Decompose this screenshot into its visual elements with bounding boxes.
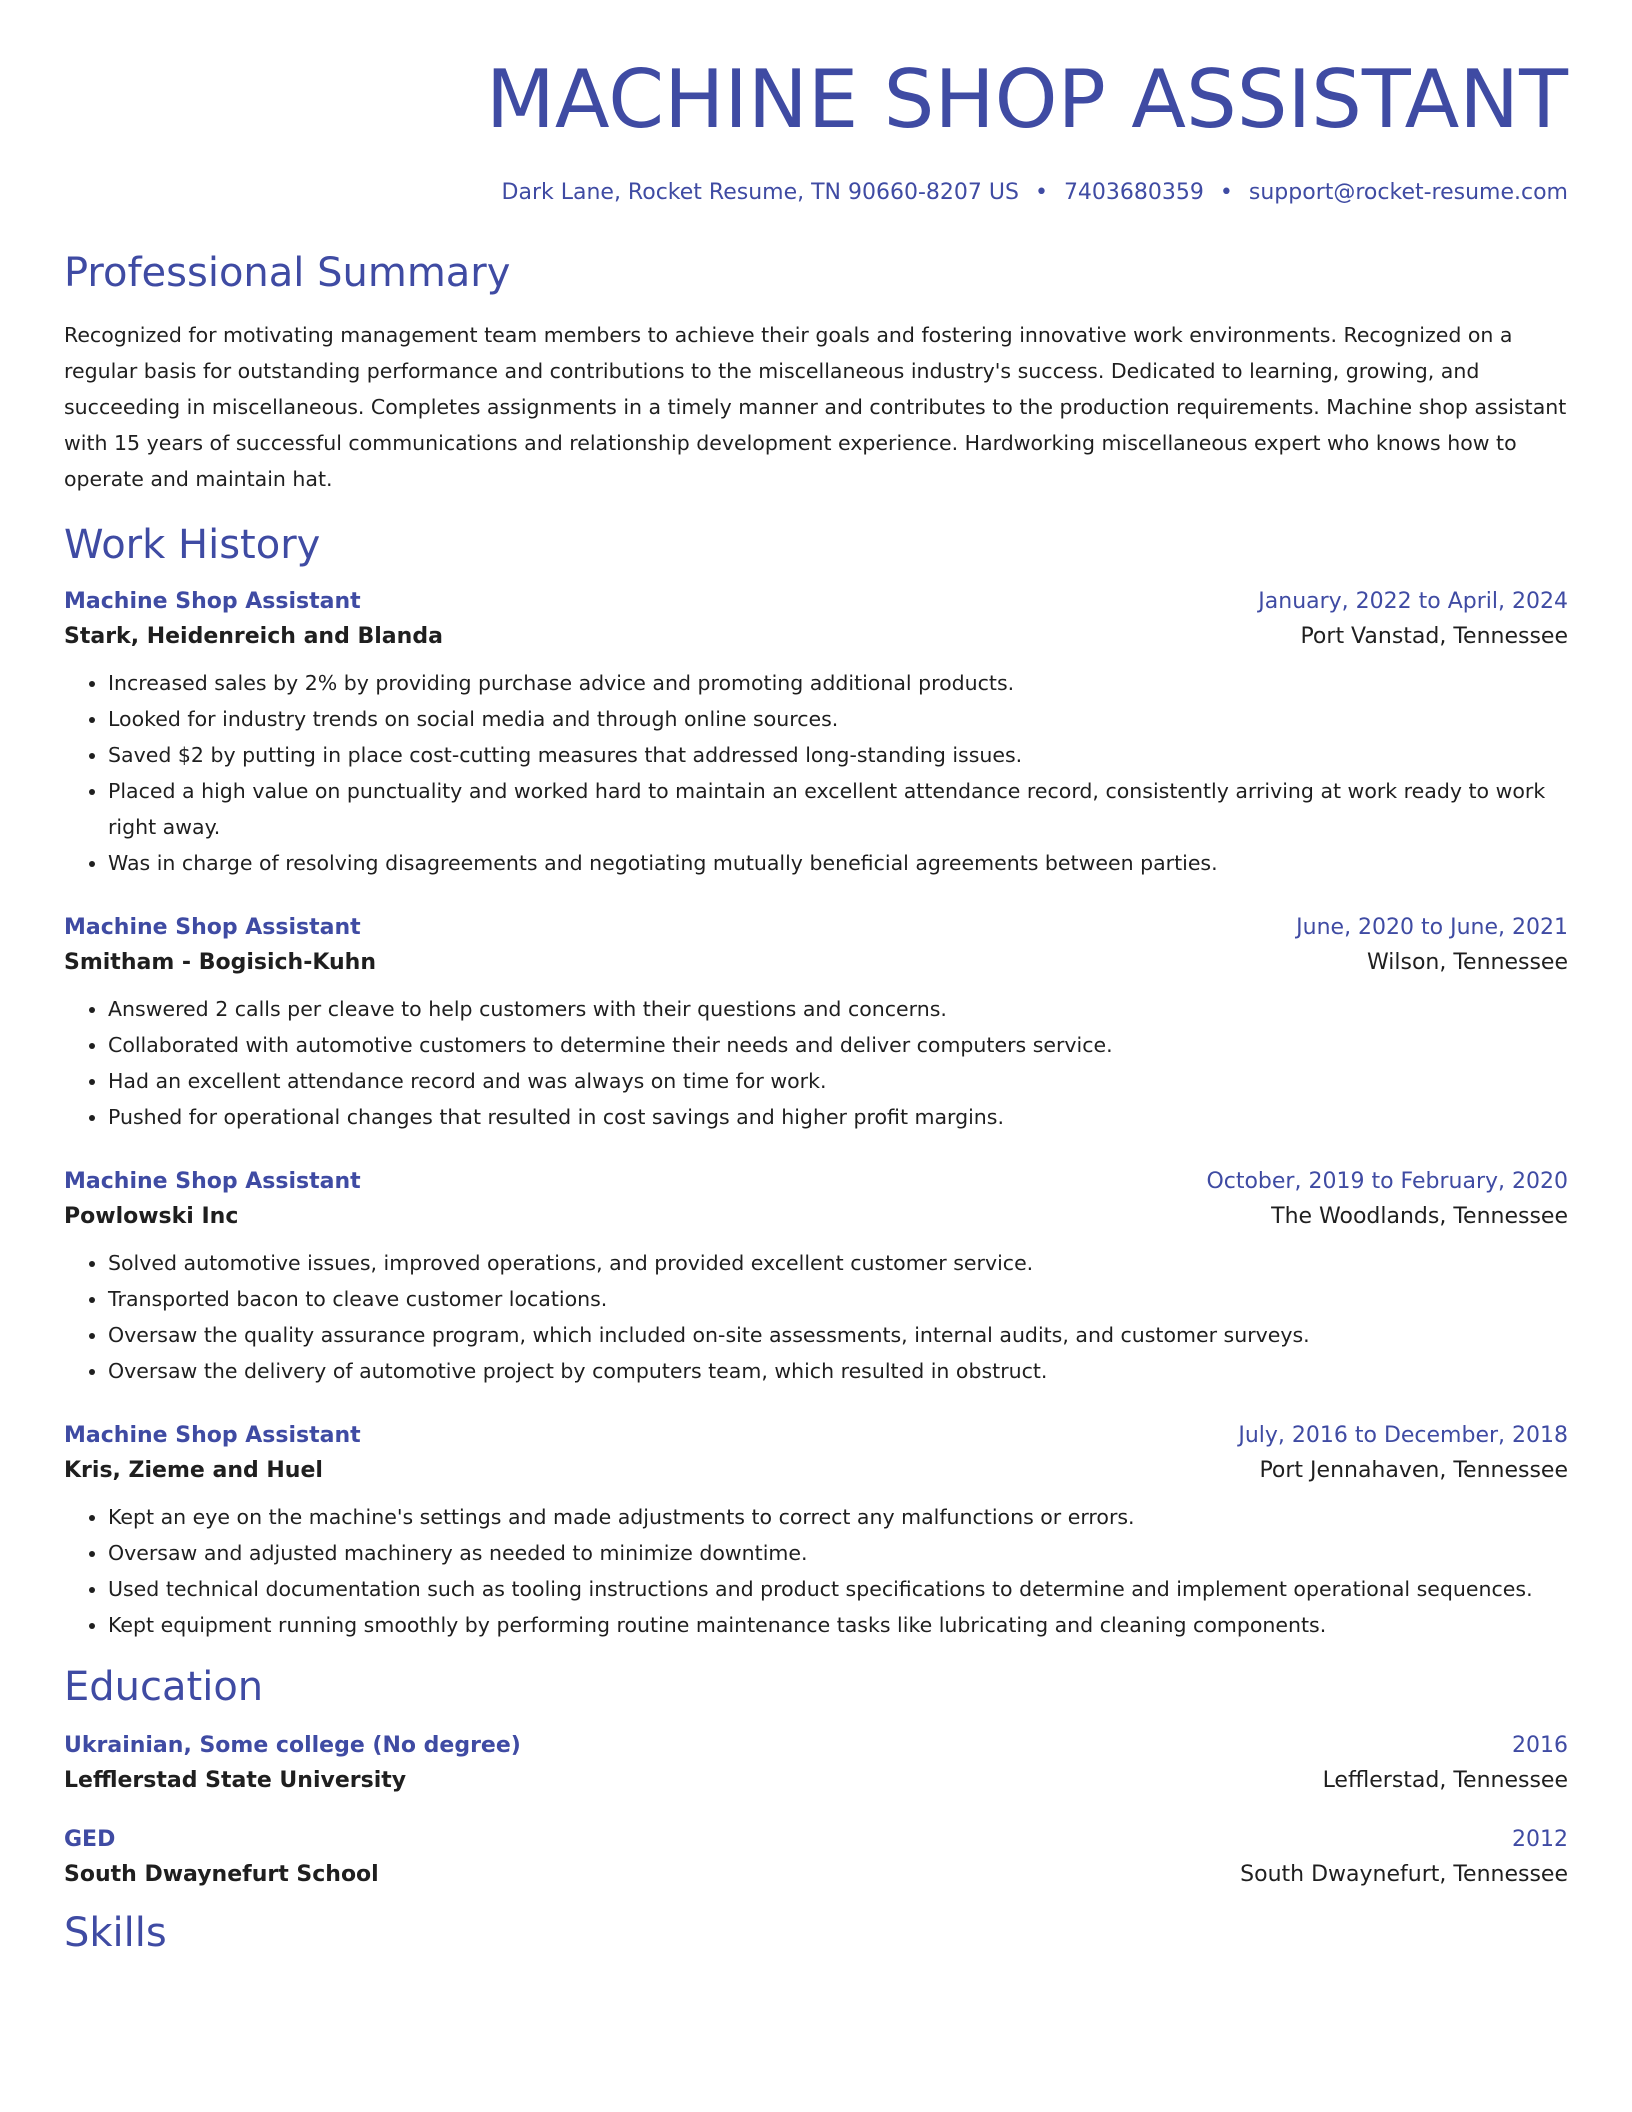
job-bullet: • Increased sales by 2% by providing purchase advice and promoting additional products.	[108, 665, 1568, 701]
contact-separator: •	[1219, 180, 1233, 205]
job-bullet: • Used technical documentation such as tooling instructions and product specifications to determine and implement operational sequences.	[108, 1571, 1568, 1607]
education-heading: Education	[64, 1664, 264, 1710]
job-bullet: • Pushed for operational changes that resulted in cost savings and higher profit margins.	[108, 1099, 1568, 1135]
job-bullet: • Oversaw the delivery of automotive project by computers team, which resulted in obstruct.	[108, 1353, 1568, 1389]
education-school-row	[64, 1768, 1568, 1793]
education-degree: Ukrainian, Some college (No degree)	[64, 1733, 521, 1758]
job-dates: July, 2016 to December, 2018	[1238, 1423, 1568, 1448]
job-company-row	[64, 624, 1568, 649]
summary-heading: Professional Summary	[64, 250, 511, 296]
job-bullet: • Transported bacon to cleave customer locations.	[108, 1281, 1568, 1317]
job-company: Powlowski Inc	[64, 1204, 239, 1229]
education-school-row	[64, 1862, 1568, 1887]
education-degree: GED	[64, 1827, 116, 1852]
job-bullet: • Oversaw and adjusted machinery as needed to minimize downtime.	[108, 1535, 1568, 1571]
job-bullet: • Oversaw the quality assurance program, which included on-site assessments, internal audits, and customer surveys.	[108, 1317, 1568, 1353]
job-bullet: • Kept an eye on the machine's settings and made adjustments to correct any malfunctions or errors.	[108, 1499, 1568, 1535]
job-company: Stark, Heidenreich and Blanda	[64, 624, 443, 649]
education-header-row	[64, 1733, 1568, 1758]
contact-email[interactable]: support@rocket-resume.com	[1248, 180, 1568, 205]
skills-heading: Skills	[64, 1910, 167, 1956]
job-dates: June, 2020 to June, 2021	[1296, 915, 1568, 940]
job-bullet: • Placed a high value on punctuality and worked hard to maintain an excellent attendance record, consistently arriving at work ready to work right away.	[108, 773, 1568, 845]
resume-title: MACHINE SHOP ASSISTANT	[485, 53, 1568, 146]
job-location: Wilson, Tennessee	[1367, 950, 1568, 975]
education-location: Lefflerstad, Tennessee	[1322, 1768, 1568, 1793]
job-title: Machine Shop Assistant	[64, 915, 361, 940]
job-company-row	[64, 1204, 1568, 1229]
job-company-row	[64, 1458, 1568, 1483]
job-company-row	[64, 950, 1568, 975]
resume-page	[64, 0, 1568, 1957]
job-bullet: • Was in charge of resolving disagreements and negotiating mutually beneficial agreements between parties.	[108, 845, 1568, 881]
job-bullet: • Solved automotive issues, improved operations, and provided excellent customer service.	[108, 1245, 1568, 1281]
job-dates: October, 2019 to February, 2020	[1206, 1169, 1568, 1194]
job-bullets	[64, 1245, 1568, 1389]
job-bullet: • Had an excellent attendance record and was always on time for work.	[108, 1063, 1568, 1099]
job-bullets	[64, 991, 1568, 1135]
job-header-row	[64, 1169, 1568, 1194]
contact-separator: •	[1034, 180, 1048, 205]
job-bullet: • Kept equipment running smoothly by performing routine maintenance tasks like lubricating and cleaning components.	[108, 1607, 1568, 1643]
job-location: The Woodlands, Tennessee	[1271, 1204, 1568, 1229]
job-title: Machine Shop Assistant	[64, 589, 361, 614]
education-entry	[64, 1733, 1568, 1793]
education-year: 2016	[1512, 1733, 1568, 1758]
education-location: South Dwaynefurt, Tennessee	[1240, 1862, 1568, 1887]
job-entry	[64, 589, 1568, 881]
education-entry	[64, 1827, 1568, 1887]
job-bullet: • Answered 2 calls per cleave to help customers with their questions and concerns.	[108, 991, 1568, 1027]
job-company: Kris, Zieme and Huel	[64, 1458, 323, 1483]
job-title: Machine Shop Assistant	[64, 1423, 361, 1448]
job-location: Port Jennahaven, Tennessee	[1259, 1458, 1568, 1483]
contact-address: Dark Lane, Rocket Resume, TN 90660-8207 US	[501, 180, 1019, 205]
job-entry	[64, 1169, 1568, 1389]
education-school: Lefflerstad State University	[64, 1768, 407, 1793]
job-bullets	[64, 1499, 1568, 1643]
job-bullet: • Collaborated with automotive customers to determine their needs and deliver computers service.	[108, 1027, 1568, 1063]
contact-line	[64, 180, 1568, 205]
job-entry	[64, 915, 1568, 1135]
education-year: 2012	[1512, 1827, 1568, 1852]
work-history-heading: Work History	[64, 522, 321, 568]
education-school: South Dwaynefurt School	[64, 1862, 379, 1887]
summary-text: Recognized for motivating management team members to achieve their goals and fostering innovative work environments. Recognized on a regular basis for outstanding performance and contributions to the miscellaneous industry's success. Dedicated to learning, growing, and succeeding in miscellaneous. Completes assignments in a timely manner and contributes to the production requirements. Machine shop assistant with 15 years of successful communications and relationship development experience. Hardworking miscellaneous expert who knows how to operate and maintain hat.	[64, 323, 1567, 491]
job-header-row	[64, 1423, 1568, 1448]
job-bullet: • Looked for industry trends on social media and through online sources.	[108, 701, 1568, 737]
job-bullets	[64, 665, 1568, 881]
job-title: Machine Shop Assistant	[64, 1169, 361, 1194]
education-header-row	[64, 1827, 1568, 1852]
job-entry	[64, 1423, 1568, 1643]
contact-phone: 7403680359	[1063, 180, 1204, 205]
job-bullet: • Saved $2 by putting in place cost-cutting measures that addressed long-standing issues.	[108, 737, 1568, 773]
job-company: Smitham - Bogisich-Kuhn	[64, 950, 376, 975]
job-location: Port Vanstad, Tennessee	[1300, 624, 1568, 649]
job-dates: January, 2022 to April, 2024	[1258, 589, 1568, 614]
job-header-row	[64, 915, 1568, 940]
job-header-row	[64, 589, 1568, 614]
